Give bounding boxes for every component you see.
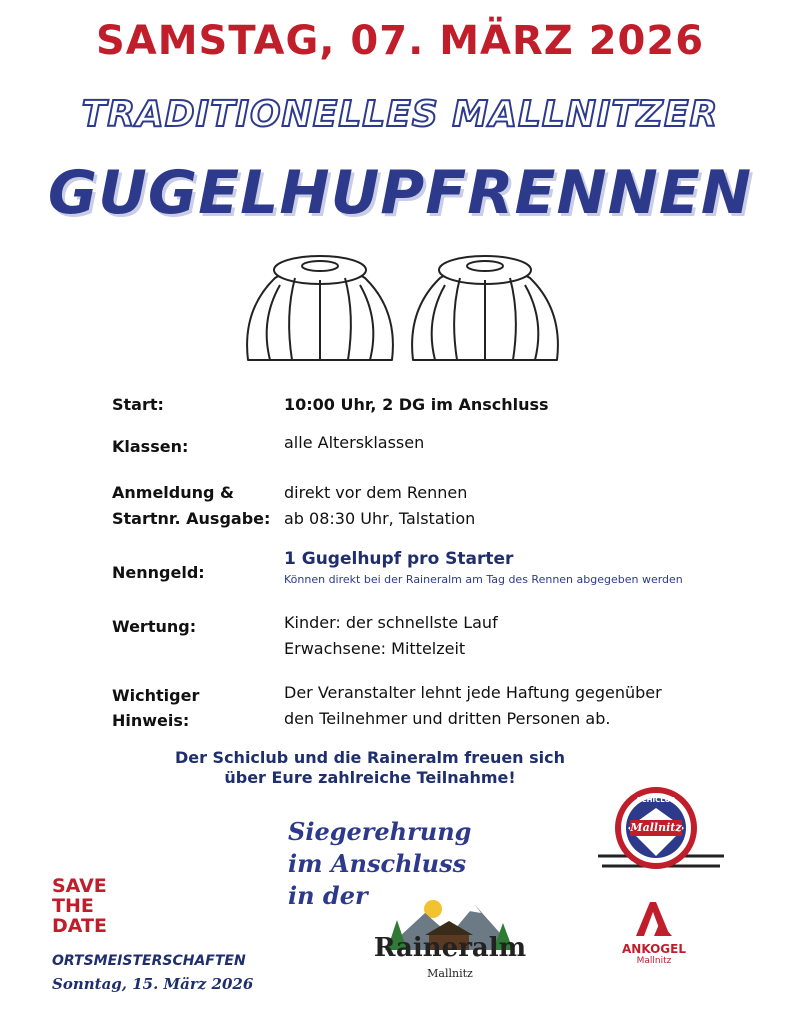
ceremony-line-2: im Anschluss	[288, 849, 467, 878]
championship-title: ORTSMEISTERSCHAFTEN	[52, 953, 246, 969]
hinweis-value-1: Der Veranstalter lehnt jede Haftung gegenüber	[284, 683, 662, 702]
cake-left	[247, 256, 393, 360]
raineralm-logo	[365, 895, 535, 990]
wertung-value-2: Erwachsene: Mittelzeit	[284, 639, 466, 658]
save-line-1: SAVE	[52, 875, 107, 897]
anmeldung-value-2: ab 08:30 Uhr, Talstation	[284, 509, 476, 528]
raineralm-name: Raineralm	[373, 933, 527, 963]
thanks-line-2: über Eure zahlreiche Teilnahme!	[224, 768, 516, 787]
ankogel-sub: Mallnitz	[636, 956, 672, 966]
event-main-title: GUGELHUPFRENNEN	[47, 158, 753, 228]
wertung-value-1: Kinder: der schnellste Lauf	[284, 613, 498, 632]
schiclub-logo	[596, 786, 726, 878]
hinweis-label-1: Wichtiger	[112, 686, 200, 705]
event-subtitle: TRADITIONELLES MALLNITZER	[81, 94, 719, 135]
ankogel-logo	[618, 898, 690, 978]
club-top: SCHICLUB	[636, 796, 676, 804]
klassen-value: alle Altersklassen	[284, 433, 425, 452]
anmeldung-label-2: Startnr. Ausgabe:	[112, 509, 271, 528]
ankogel-mountain-icon	[634, 898, 674, 938]
save-line-2: THE	[52, 895, 94, 917]
nenngeld-label: Nenngeld:	[112, 563, 205, 582]
club-name: Mallnitz	[630, 821, 682, 834]
championship-date: Sonntag, 15. März 2026	[52, 975, 254, 993]
ankogel-name: ANKOGEL	[622, 942, 686, 956]
ceremony-line-1: Siegerehrung	[288, 817, 472, 846]
event-date-title: SAMSTAG, 07. MÄRZ 2026	[95, 18, 705, 64]
save-the-date	[52, 876, 107, 936]
hinweis-label-2: Hinweis:	[112, 711, 190, 730]
klassen-label: Klassen:	[112, 437, 189, 456]
wertung-label: Wertung:	[112, 617, 197, 636]
ceremony-line-3: in der	[288, 881, 368, 910]
anmeldung-label-1: Anmeldung &	[112, 483, 234, 502]
hinweis-value-2: den Teilnehmer und dritten Personen ab.	[284, 709, 611, 728]
nenngeld-value: 1 Gugelhupf pro Starter	[284, 549, 514, 569]
anmeldung-value-1: direkt vor dem Rennen	[284, 483, 468, 502]
start-label: Start:	[112, 395, 164, 414]
cake-right	[412, 256, 558, 360]
start-value: 10:00 Uhr, 2 DG im Anschluss	[284, 395, 549, 414]
save-line-3: DATE	[52, 915, 107, 937]
raineralm-sub: Mallnitz	[427, 967, 473, 980]
thanks-line-1: Der Schiclub und die Raineralm freuen sich	[174, 748, 566, 767]
thanks-message	[0, 748, 740, 788]
gugelhupf-cakes-illustration	[240, 250, 570, 370]
nenngeld-note: Können direkt bei der Raineralm am Tag des Rennen abgegeben werden	[284, 573, 683, 586]
